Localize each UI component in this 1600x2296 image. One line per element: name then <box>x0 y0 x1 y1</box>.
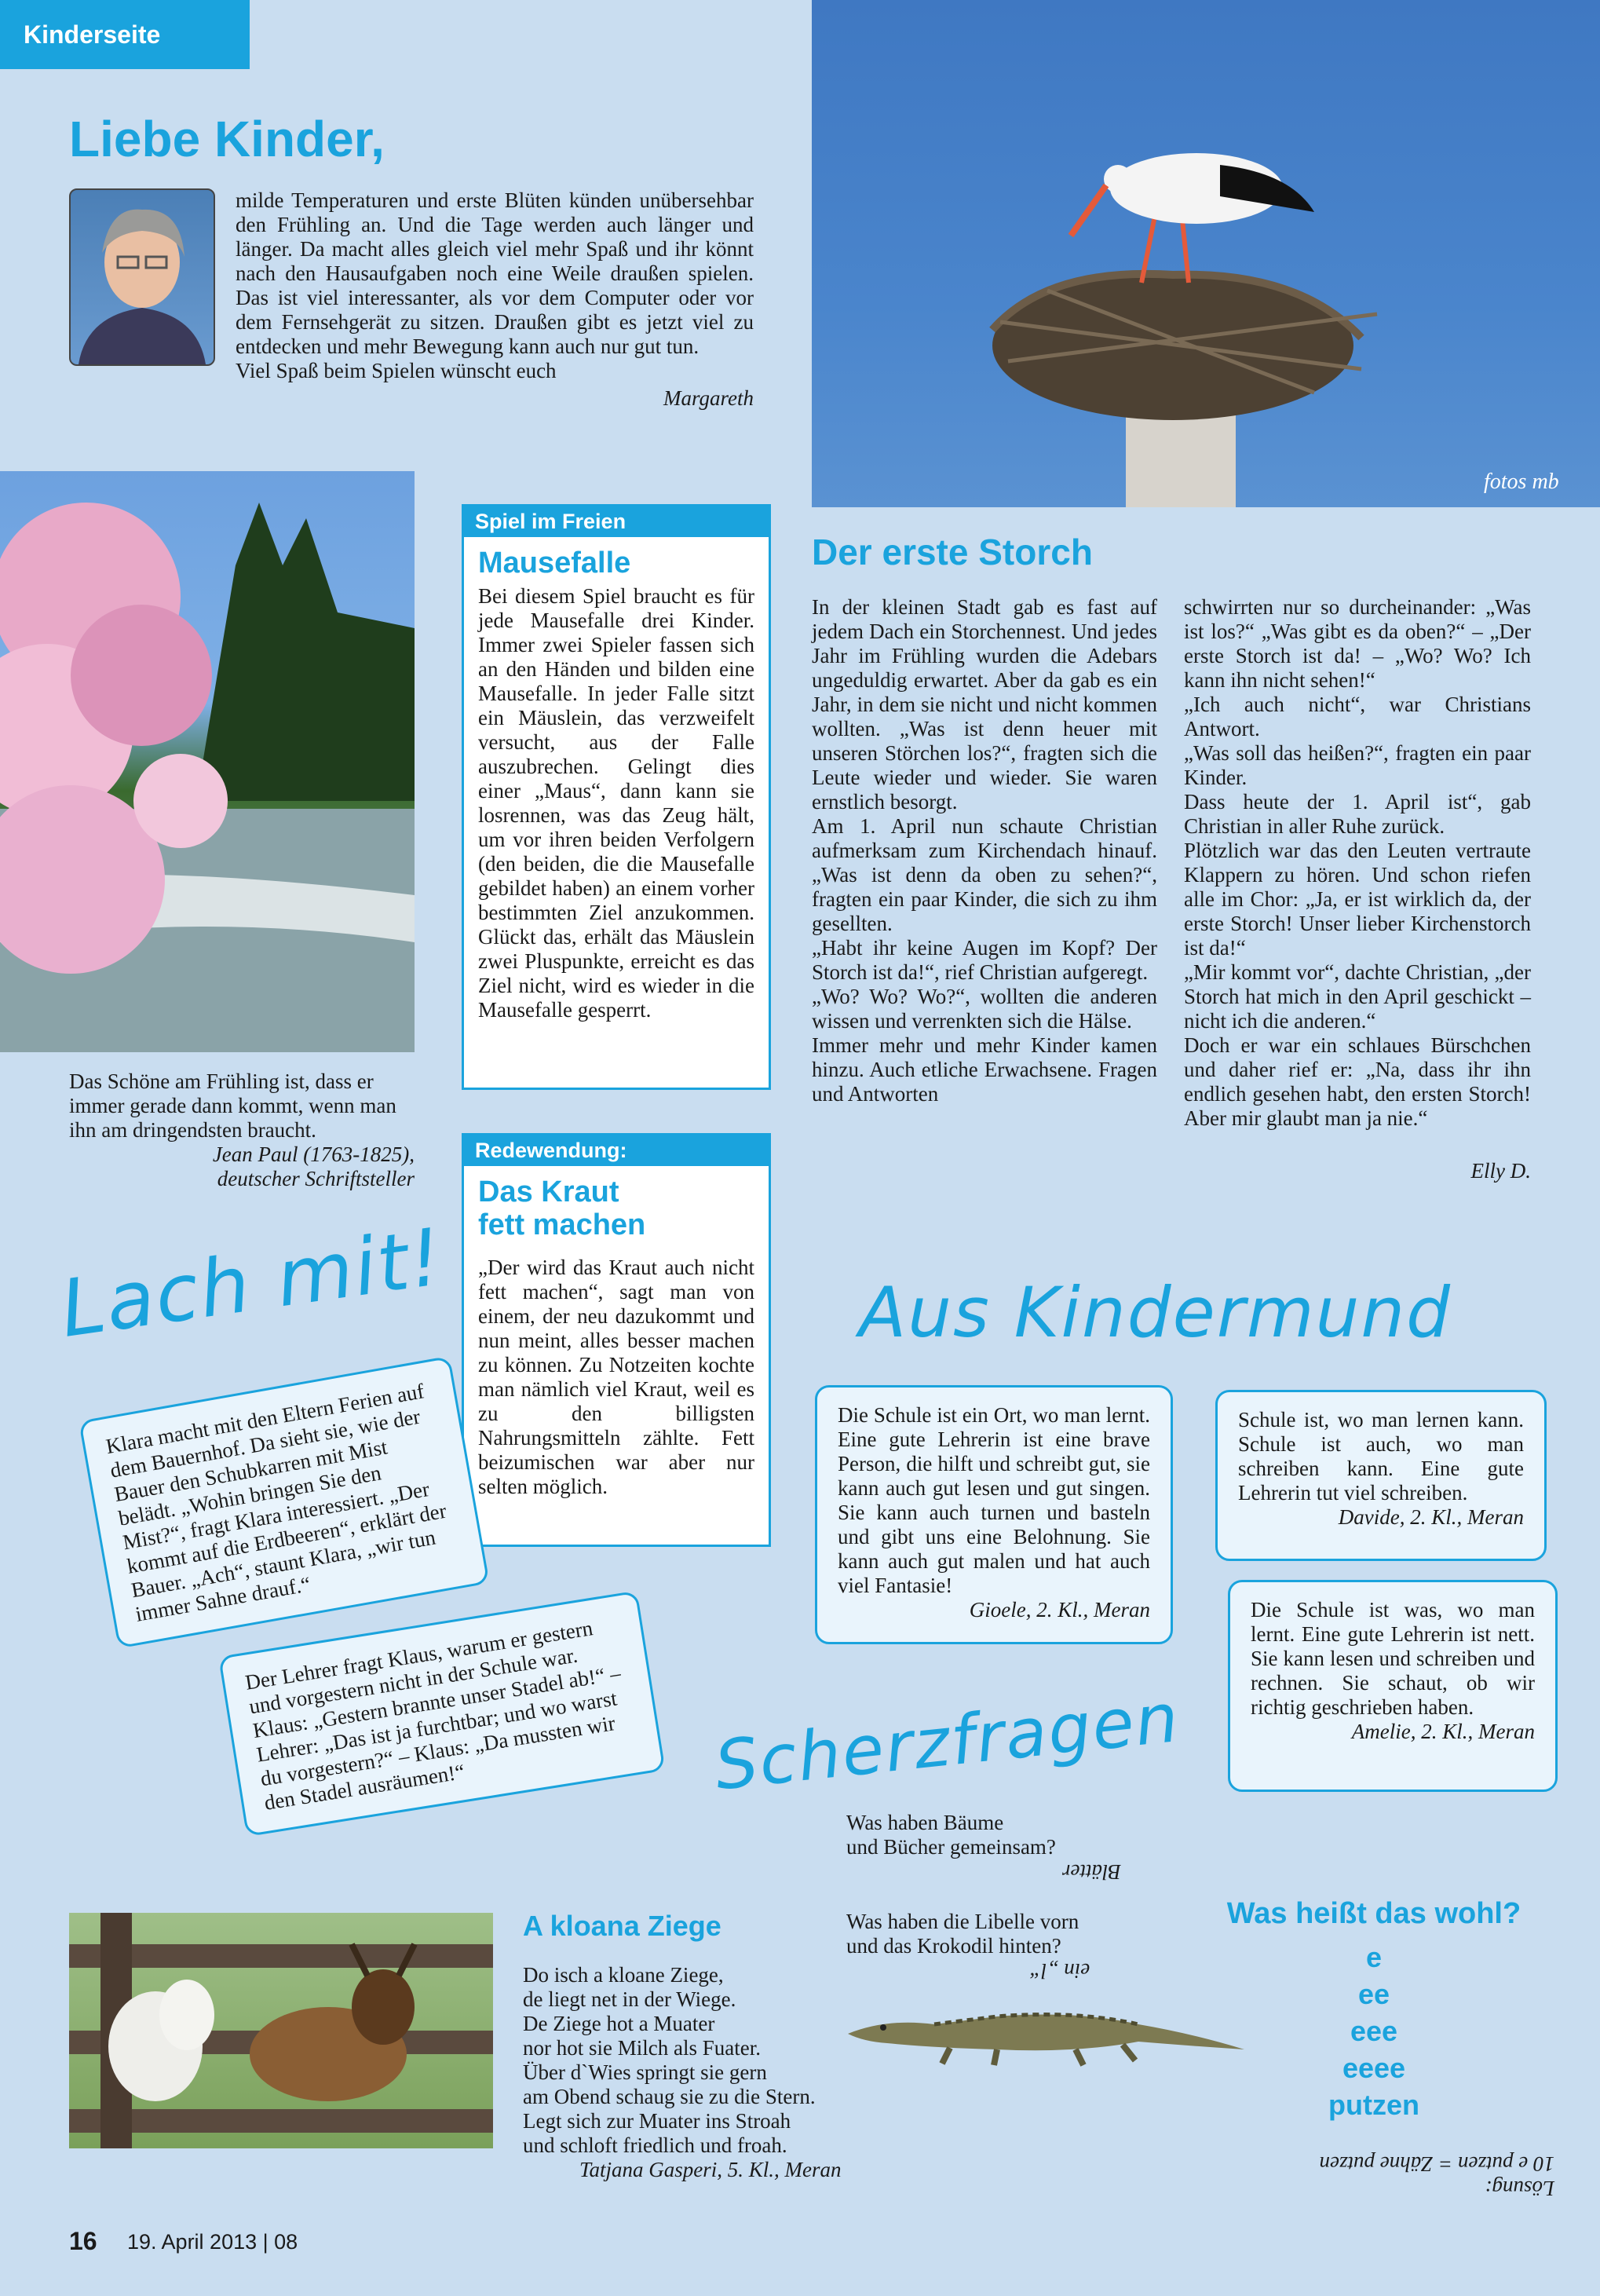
poem-line: und schloft friedlich und froah. <box>523 2133 787 2157</box>
puzzle-line: eee <box>1350 2015 1398 2047</box>
intro-signature: Margareth <box>663 386 754 410</box>
author-portrait <box>69 188 215 366</box>
quote-text: Das Schöne am Frühling ist, dass er immer gerade dann kommt, wenn man ihn am dringendsten braucht. <box>69 1069 396 1142</box>
kindermund-card-2 <box>1215 1390 1547 1561</box>
kindermund-author-1: Gioele, 2. Kl., Meran <box>969 1598 1150 1621</box>
puzzle-solution <box>1225 2152 1554 2200</box>
kindermund-text-3: Die Schule ist was, wo man lernt. Eine gute Lehrerin ist nett. Sie kann lesen und schreiben und rechnen. Sie schaut, ob wir richtig geschrieben haben. <box>1251 1598 1535 1719</box>
poem-author: Tatjana Gasperi, 5. Kl., Meran <box>579 2158 842 2181</box>
game-box <box>462 504 771 1090</box>
game-title: Mausefalle <box>478 547 631 579</box>
poem-line: am Obend schaug sie zu die Stern. <box>523 2085 816 2108</box>
kindermund-card-1 <box>815 1385 1173 1644</box>
puzzle-title: Was heißt das wohl? <box>1226 1897 1521 1930</box>
idiom-title-line2: fett machen <box>478 1208 646 1241</box>
riddle-2-answer: ein „l“ <box>1028 1959 1090 1983</box>
section-tab: Kinderseite <box>0 0 250 69</box>
laugh-title: Lach mit! <box>55 1210 449 1355</box>
poem-title: A kloana Ziege <box>523 1910 721 1942</box>
stork-photo <box>812 0 1600 507</box>
poem-line: Legt sich zur Muater ins Stroah <box>523 2109 791 2133</box>
kindermund-card-3 <box>1228 1580 1558 1792</box>
riddle-2-question-line1: Was haben die Libelle vorn <box>846 1910 1079 1933</box>
poem-line: Do isch a kloane Ziege, <box>523 1963 724 1987</box>
story-col1: In der kleinen Stadt gab es fast auf jedem Dach ein Storchennest. Und jedes Jahr im Frühling wurden die Adebars ungeduldig erwartet. Aber da gab es ein Jahr, in dem sie nicht und nicht kommen wollten. „Was ist denn heuer mit unseren Störchen los?“, fragten sich die Leute wieder und wieder. Sie waren ernstlich besorgt. Am 1. April nun schaute Christian aufmerksam zum Kirchendach hinauf. „Was ist denn da oben zu sehen?“, fragten ein paar Kinder, die sich zu ihm gesellten. „Habt ihr keine Augen im Kopf? Der Storch ist da!“, rief Christian aufgeregt. „Wo? Wo? Wo?“, wollten die anderen wissen und verrenkten sich die Hälse. Immer mehr und mehr Kinder kamen hinzu. Auch etliche Erwachsene. Fragen und Antworten <box>812 595 1157 1106</box>
issue-date: 19. April 2013 | 08 <box>127 2230 298 2254</box>
idiom-box <box>462 1133 771 1547</box>
crocodile-image <box>840 1987 1248 2073</box>
intro-paragraph: milde Temperaturen und erste Blüten künden unübersehbar den Frühling an. Und die Tage werden auch länger und länger. Da macht alles gleich viel mehr Spaß und ihr könnt nach den Hausaufgaben noch eine Weile draußen spielen. Das ist viel interessanter, als vor dem Computer oder vor dem Fernsehgerät zu sitzen. Draußen gibt es jetzt viel zu entdecken und mehr Bewegung kann auch nur gut tun. <box>236 188 754 358</box>
poem-lines <box>523 1963 876 2182</box>
puzzle-line: e <box>1365 1941 1383 1973</box>
idiom-tag: Redewendung: <box>464 1135 769 1166</box>
puzzle-line: ee <box>1357 1978 1390 2010</box>
page-number: 16 <box>69 2227 97 2255</box>
quote-author: Jean Paul (1763-1825), <box>212 1143 415 1166</box>
riddle-1 <box>846 1811 1129 1884</box>
intro-text <box>236 188 754 411</box>
puzzle-line: putzen <box>1328 2089 1419 2121</box>
poem-line: Über d`Wies springt sie gern <box>523 2060 767 2084</box>
kindermund-text-1: Die Schule ist ein Ort, wo man lernt. Eine gute Lehrerin ist eine brave Person, die hilft und schreibt gut, sie kann auch gut lesen und gut singen. Sie kann auch turnen und basteln und gibt uns eine Belohnung. Sie kann auch gut malen und hat auch viel Fantasie! <box>838 1403 1150 1597</box>
quote <box>69 1069 415 1191</box>
riddle-1-question-line1: Was haben Bäume <box>846 1811 1004 1834</box>
puzzle-line: eeee <box>1342 2052 1406 2084</box>
game-text: Bei diesem Spiel braucht es für jede Mausefalle drei Kinder. Immer zwei Spieler fassen sich an den Händen und bilden eine Mausefalle. In jeder Falle sitzt ein Mäuslein, das verzweifelt versucht, aus der Falle auszubrechen. Gelingt dies einer „Maus“, dann kann sie losrennen, was das Zeug hält, um vor ihren beiden Verfolgern (den beiden, die die Mausefalle gebildet haben) an einem vorher bestimmten Ziel anzukommen. Glückt das, erhält das Mäuslein zwei Pluspunkte, erreicht es das Ziel nicht, wird es wieder in die Mausefalle gesperrt. <box>478 584 754 1022</box>
riddle-2 <box>846 1910 1129 1983</box>
kindermund-title: Aus Kindermund <box>859 1272 1452 1353</box>
story-col2: schwirrten nur so durcheinander: „Was ist los?“ „Was gibt es da oben?“ – „Der erste Storch ist da! – „Wo? Wo? Ich kann ihn nicht sehen!“ „Ich auch nicht“, war Christians Antwort. „Was soll das heißen?“, fragten ein paar Kinder. Dass heute der 1. April ist“, gab Christian in aller Ruhe zurück. Plötzlich war das den Leuten vertraute Klappern zu hören. Und schon riefen alle im Chor: „Ja, er ist wirklich da, der erste Storch! Unser lieber Kirchenstorch ist da!“ „Mir kommt vor“, dachte Christian, „der Storch hat mich in den April geschickt – nicht ich die anderen.“ Doch er war ein schlaues Bürschchen und daher rief er: „Na, dass ihr ihn endlich gesehen habt, den ersten Storch! Aber mir glaubt man ja nie.“ <box>1184 595 1531 1130</box>
riddle-1-question-line2: und Bücher gemeinsam? <box>846 1835 1056 1859</box>
kindermund-text-2: Schule ist, wo man lernen kann. Schule ist auch, wo man schreiben kann. Eine gute Lehrerin tut viel schreiben. <box>1238 1408 1524 1504</box>
intro-title: Liebe Kinder, <box>69 111 385 167</box>
game-tag: Spiel im Freien <box>464 506 769 537</box>
puzzle <box>1209 1897 1539 2123</box>
poem-line: nor hot sie Milch als Fuater. <box>523 2036 761 2060</box>
idiom-text: „Der wird das Kraut auch nicht fett machen“, sagt man von einem, der neu dazukommt und nun meint, alles besser machen zu können. Zu Notzeiten kochte man nämlich viel Kraut, weil es zu den billigsten Nahrungsmitteln zählte. Fett beizumischen war aber nur selten möglich. <box>478 1256 754 1498</box>
joke-2: Der Lehrer fragt Klaus, warum er gestern und vorgestern nicht in der Schule war. Klaus: „Gestern brannte unser Stadel ab!“ – Lehrer: „Das ist ja furchtbar; und wo warst du vorgestern?“ – Klaus: „Da mussten wir den Stadel ausräumen!“ <box>218 1591 666 1837</box>
riddle-2-question-line2: und das Krokodil hinten? <box>846 1934 1061 1958</box>
story-title: Der erste Storch <box>812 532 1093 572</box>
poem-line: De Ziege hot a Muater <box>523 2012 715 2035</box>
spring-photo <box>0 471 415 1052</box>
kindermund-author-2: Davide, 2. Kl., Meran <box>1338 1505 1524 1529</box>
riddle-1-answer: Blätter <box>1062 1860 1121 1884</box>
joke-1: Klara macht mit den Eltern Ferien auf dem Bauernhof. Da sieht sie, wie der Bauer den Schubkarren mit Mist belädt. „Wohin bringen Sie den Mist?“, fragt Klara interessiert. „Der kommt auf die Erdbeeren“, erklärt der Bauer. „Ach“, staunt Klara, „wir tun immer Sahne drauf.“ <box>79 1356 490 1649</box>
goats-photo <box>69 1913 493 2148</box>
quote-author-role: deutscher Schriftsteller <box>217 1167 415 1190</box>
puzzle-solution-label: Lösung: <box>1485 2177 1554 2200</box>
poem-line: de liegt net in der Wiege. <box>523 1987 736 2011</box>
riddles-title: Scherzfragen <box>711 1678 1184 1806</box>
photo-credit: fotos mb <box>1484 470 1559 494</box>
puzzle-solution-text: 10 e putzen = Zähne putzen <box>1319 2152 1554 2176</box>
kindermund-author-3: Amelie, 2. Kl., Meran <box>1351 1720 1535 1743</box>
story-author: Elly D. <box>1470 1159 1531 1183</box>
intro-closing: Viel Spaß beim Spielen wünscht euch <box>236 359 557 382</box>
idiom-title-line1: Das Kraut <box>478 1175 619 1208</box>
